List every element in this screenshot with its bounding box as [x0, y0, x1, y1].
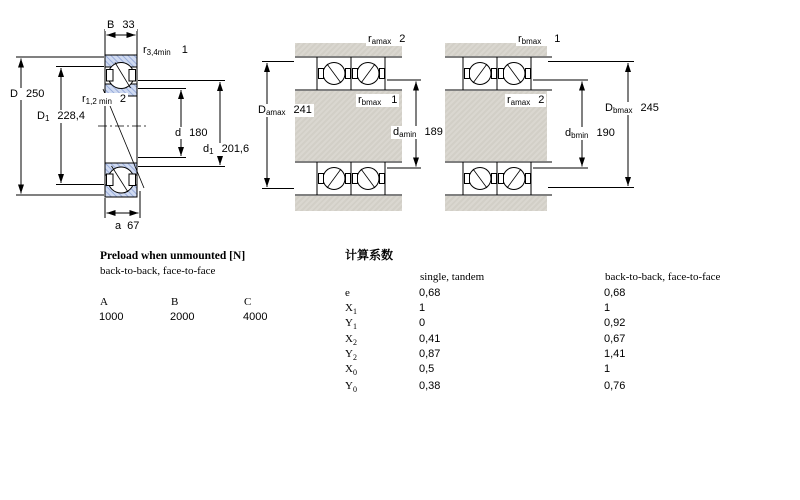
dim-label-r34min: r 3,4min 1: [143, 44, 188, 57]
preload-value: 1000: [99, 311, 124, 323]
factor-btb-value: 1: [604, 302, 611, 314]
single-bearing-figure: [16, 29, 225, 218]
factors-title: 计算系数: [345, 248, 394, 262]
factor-row-label: $Y_1$: [345, 317, 357, 331]
factor-btb-value: 0,76: [604, 380, 626, 392]
dim-label-Damax: D amax 241: [258, 104, 312, 117]
dim-label-d: d 180: [175, 127, 208, 139]
dim-label-D: D 250: [10, 88, 45, 100]
preload-col-header: A: [100, 296, 108, 308]
factor-btb-value: 1: [604, 363, 611, 375]
dim-label-B: [105, 19, 137, 31]
dim-value: 33: [122, 19, 135, 31]
factor-single-value: 0,68: [419, 287, 441, 299]
factor-single-value: 1: [419, 302, 426, 314]
dim-label-a: a 67: [115, 220, 140, 232]
dim-symbol: B: [107, 19, 115, 31]
factor-single-value: 0,41: [419, 333, 441, 345]
dim-label-damin: d amin 189: [393, 126, 443, 139]
dim-label-d1: d 1 201,6: [203, 143, 250, 156]
factor-single-value: 0,5: [419, 363, 435, 375]
dim-label-dbmin: d bmin 190: [565, 127, 615, 140]
preload-subtitle: back-to-back, face-to-face: [100, 265, 216, 277]
factors-col2-header: back-to-back, face-to-face: [605, 271, 721, 283]
preload-value: 2000: [170, 311, 195, 323]
factor-btb-value: 0,68: [604, 287, 626, 299]
factor-btb-value: 0,67: [604, 333, 626, 345]
factors-col1-header: single, tandem: [420, 271, 485, 283]
face-to-face-figure: [445, 57, 634, 195]
dim-label-r12min: r 1,2 min 2: [82, 93, 127, 106]
dim-label-rbmax-btb: r bmax 1: [358, 94, 398, 107]
preload-col-header: C: [244, 296, 252, 308]
factor-row-label: $X_2$: [345, 333, 357, 347]
factor-single-value: 0: [419, 317, 426, 329]
factor-single-value: 0,38: [419, 380, 441, 392]
factor-row-label: $X_1$: [345, 302, 357, 316]
preload-value: 4000: [243, 311, 268, 323]
dim-label-rbmax-ftf: r bmax 1: [518, 33, 561, 46]
dim-label-D1: D 1 228,4: [37, 110, 85, 123]
factor-row-label: $X_0$: [345, 363, 357, 377]
dim-label-ramax-ftf: r amax 2: [507, 94, 545, 107]
preload-col-header: B: [171, 296, 179, 308]
dim-label-ramax-btb: r amax 2: [368, 33, 406, 46]
preload-title: Preload when unmounted [N]: [100, 250, 246, 262]
factor-row-label: $Y_2$: [345, 348, 357, 362]
factor-row-label: e: [345, 287, 350, 299]
dim-label-Dbmax: D bmax 245: [605, 102, 659, 115]
factor-btb-value: 0,92: [604, 317, 626, 329]
factor-btb-value: 1,41: [604, 348, 626, 360]
factor-row-label: $Y_0$: [345, 380, 357, 394]
factor-single-value: 0,87: [419, 348, 441, 360]
